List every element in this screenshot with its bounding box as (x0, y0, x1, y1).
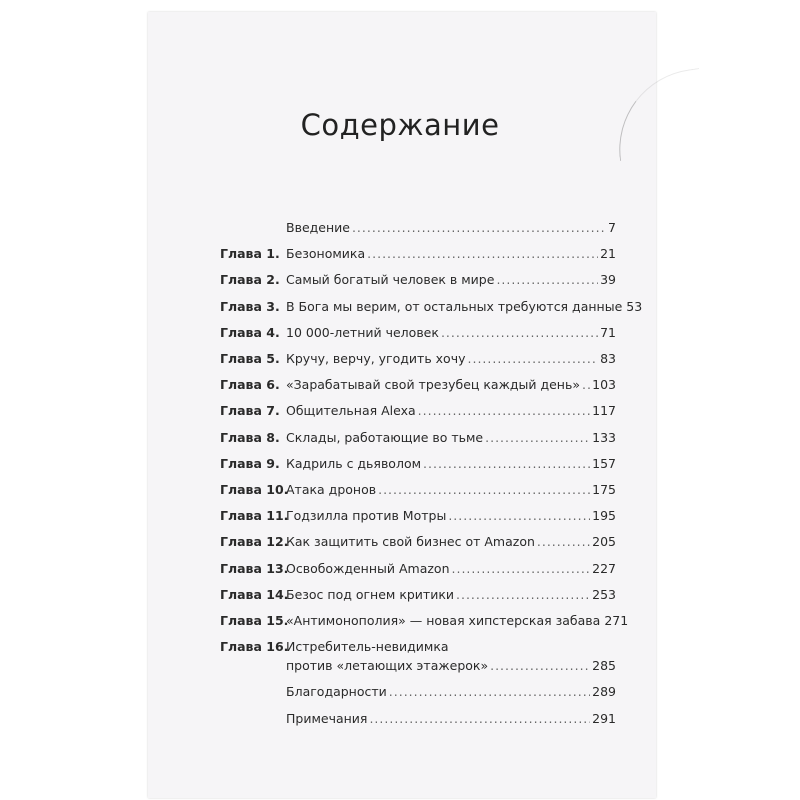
toc-page-number: 39 (600, 272, 616, 288)
toc-leader-dots (468, 349, 599, 369)
toc-leader-dots (418, 401, 590, 421)
toc-entry (0, 375, 800, 395)
toc-entry-line (286, 349, 616, 369)
toc-chapter-number: Глава 15. (220, 613, 289, 628)
toc-entry-title: Как защитить свой бизнес от Amazon (286, 534, 535, 550)
toc-entry-line (286, 480, 616, 500)
toc-entry (0, 297, 800, 317)
toc-entry-title: В Бога мы верим, от остальных требуются данные (286, 298, 623, 314)
toc-page-number: 157 (592, 455, 616, 471)
toc-page-number: 175 (592, 482, 616, 497)
toc-chapter-number: Глава 13. (220, 560, 289, 576)
toc-leader-dots (452, 559, 591, 579)
toc-chapter-number: Глава 8. (220, 429, 280, 445)
toc-entry-line (286, 709, 616, 729)
toc-entry-line (286, 297, 643, 317)
toc-chapter-number: Глава 11. (220, 508, 289, 524)
toc-page-number: 227 (592, 560, 616, 576)
toc-leader-dots (485, 428, 590, 448)
toc-entry-title: «Антимонополия» — новая хипстерская забава (286, 613, 601, 628)
toc-page-number: 117 (592, 403, 616, 419)
toc-entry-title: Примечания (286, 710, 368, 726)
toc-chapter-number: Глава 12. (220, 534, 289, 550)
toc-entry (0, 428, 800, 448)
toc-chapter-number: Глава 7. (220, 403, 280, 419)
toc-page-number: 205 (592, 534, 616, 550)
toc-leader-dots (389, 682, 590, 702)
toc-entry-title: против «летающих этажерок» (286, 658, 489, 674)
toc-leader-dots (448, 506, 590, 526)
toc-entry (0, 656, 800, 676)
toc-chapter-number: Глава 9. (220, 455, 280, 471)
toc-entry-line (286, 454, 616, 474)
toc-entry (0, 611, 800, 631)
toc-entry-line (286, 682, 616, 702)
toc-page-number: 289 (592, 684, 616, 700)
toc-entry (0, 559, 800, 579)
toc-page-number: 103 (592, 377, 616, 393)
toc-entry (0, 244, 800, 264)
toc-page-number: 83 (600, 351, 616, 366)
toc-entry-line (286, 656, 616, 676)
toc-entry-line (286, 611, 629, 631)
toc-entry-line (286, 559, 616, 579)
toc-entry-title: Кадриль с дьяволом (286, 455, 422, 471)
toc-entry (0, 401, 800, 421)
toc-entry (0, 349, 800, 369)
toc-entry (0, 506, 800, 526)
toc-leader-dots (582, 375, 590, 395)
toc-chapter-number: Глава 2. (220, 272, 280, 288)
toc-entry-title: Кручу, верчу, угодить хочу (286, 351, 466, 366)
toc-entry-title: Атака дронов (286, 482, 377, 497)
toc-entry (0, 585, 800, 605)
toc-entry-line (286, 532, 616, 552)
toc-leader-dots (378, 480, 590, 500)
toc-chapter-number: Глава 5. (220, 351, 280, 366)
toc-entry-line (286, 375, 616, 395)
toc-entry (0, 637, 800, 657)
toc-page-number: 21 (600, 246, 616, 262)
toc-entry (0, 270, 800, 290)
toc-page-number: 53 (626, 298, 643, 314)
toc-entry-line (286, 585, 616, 605)
toc-entry-title: Склады, работающие во тьме (286, 429, 484, 445)
toc-entry-title: «Зарабатывай свой трезубец каждый день» (286, 377, 580, 393)
toc-entry-title: Общительная Alexa (286, 403, 416, 419)
toc-page-number: 71 (600, 324, 616, 340)
toc-page-number: 253 (592, 586, 616, 602)
toc-entry-title: Безономика (286, 246, 366, 262)
page-title: Содержание (300, 108, 500, 142)
toc-entry (0, 709, 800, 729)
toc-entry (0, 480, 800, 500)
toc-leader-dots (369, 709, 590, 729)
toc-entry-title: 10 000-летний человек (286, 324, 439, 340)
toc-leader-dots (441, 323, 598, 343)
toc-entry-line (286, 428, 616, 448)
toc-entry-line (286, 506, 616, 526)
toc-chapter-number: Глава 14. (220, 586, 289, 602)
toc-entry-line (286, 270, 616, 290)
toc-page-number: 285 (592, 658, 616, 674)
toc-entry (0, 454, 800, 474)
toc-page-number: 195 (592, 508, 616, 524)
toc-entry-title-line1: Истребитель-невидимка (286, 639, 449, 655)
toc-entry-line (286, 218, 616, 238)
toc-entry (0, 682, 800, 702)
toc-page-number: 133 (592, 429, 616, 445)
toc-page-number: 291 (592, 710, 616, 726)
toc-chapter-number: Глава 16. (220, 639, 289, 655)
toc-entry-title: Введение (286, 220, 350, 235)
toc-chapter-number: Глава 6. (220, 377, 280, 393)
toc-entry-line (286, 323, 616, 343)
toc-leader-dots (537, 532, 590, 552)
toc-entry-line (286, 401, 616, 421)
toc-leader-dots (352, 218, 606, 238)
toc-entry-line (286, 244, 616, 264)
toc-entry (0, 323, 800, 343)
toc-entry-title: Самый богатый человек в мире (286, 272, 495, 288)
toc-entry (0, 532, 800, 552)
toc-leader-dots (423, 454, 590, 474)
toc-page-number: 7 (608, 220, 616, 235)
toc-chapter-number: Глава 10. (220, 482, 289, 497)
toc-leader-dots (367, 244, 598, 264)
toc-leader-dots (490, 656, 590, 676)
toc-chapter-number: Глава 4. (220, 324, 280, 340)
toc-leader-dots (456, 585, 590, 605)
toc-entry-title: Безос под огнем критики (286, 586, 455, 602)
toc-chapter-number: Глава 3. (220, 298, 280, 314)
toc-entry-title: Благодарности (286, 684, 387, 700)
toc-chapter-number: Глава 1. (220, 246, 280, 262)
toc-entry (0, 218, 800, 238)
toc-leader-dots (496, 270, 598, 290)
toc-entry-title: Годзилла против Мотры (286, 508, 447, 524)
toc-page-number: 271 (604, 613, 629, 628)
toc-entry-title: Освобожденный Amazon (286, 560, 450, 576)
